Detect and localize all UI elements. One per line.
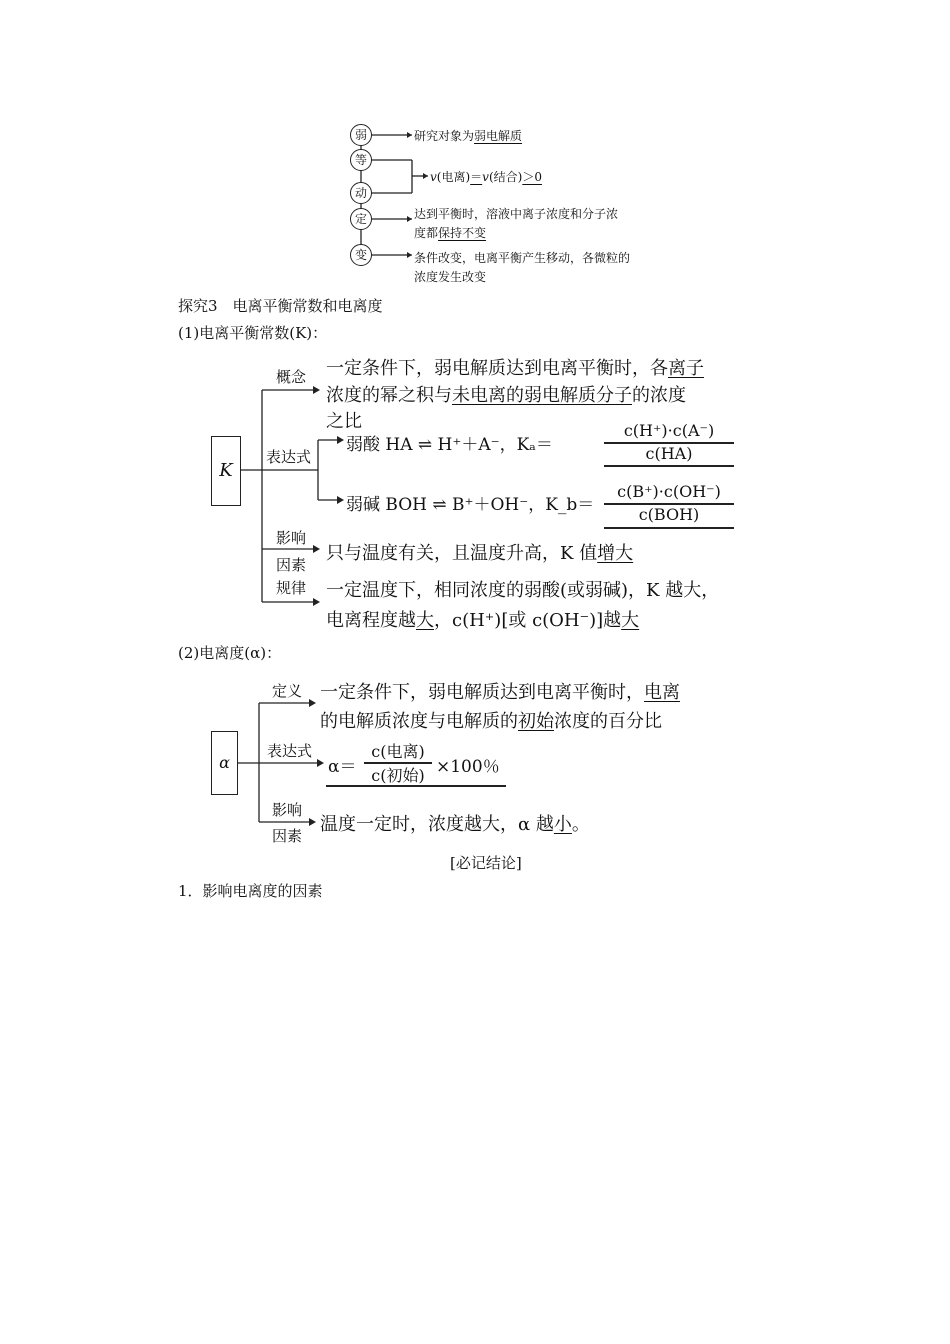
k-root-box	[211, 436, 241, 506]
sub-heading-k: (1)电离平衡常数(K)：	[178, 324, 328, 342]
sub-heading-alpha: (2)电离度(α)：	[178, 644, 282, 662]
k-base-denominator: c(BOH)	[638, 505, 700, 524]
k-branch-rule: 规律	[276, 579, 307, 597]
alpha-branch-factor-b: 因素	[272, 827, 303, 845]
node-weak: 弱	[350, 124, 372, 146]
alpha-expr-rhs: ×100％	[436, 757, 500, 777]
equal-text: v(电离)＝v(结合)＞0	[430, 170, 542, 184]
k-base-underline	[604, 527, 734, 529]
alpha-expr-denominator: c(初始)	[371, 766, 425, 785]
node-fixed: 定	[350, 208, 372, 230]
node-equal: 等	[350, 149, 372, 171]
weak-text: 研究对象为弱电解质	[414, 129, 523, 143]
alpha-def-line2: 的电解质浓度与电解质的初始浓度的百分比	[320, 711, 662, 732]
change-line1: 条件改变，电离平衡产生移动，各微粒的	[414, 251, 631, 265]
k-acid-denominator: c(HA)	[645, 444, 693, 463]
alpha-branch-factor-a: 影响	[272, 801, 303, 819]
conclusion-title: [必记结论]	[450, 854, 522, 872]
alpha-branch-definition: 定义	[272, 682, 303, 700]
k-factor-text: 只与温度有关，且温度升高，K 值增大	[326, 543, 634, 564]
section-heading: 探究3 电离平衡常数和电离度	[178, 297, 383, 315]
k-base-numerator: c(B⁺)·c(OH⁻)	[617, 482, 721, 501]
k-branch-factor-b: 因素	[276, 556, 307, 574]
k-acid-underline	[604, 465, 734, 467]
k-concept-line2: 浓度的幂之积与未电离的弱电解质分子的浓度	[326, 385, 686, 406]
k-branch-concept: 概念	[276, 368, 307, 386]
k-acid-numerator: c(H⁺)·c(A⁻)	[623, 421, 715, 440]
alpha-expr-numerator: c(电离)	[371, 742, 425, 761]
item-1: 1．影响电离度的因素	[178, 882, 323, 900]
alpha-factor-text: 温度一定时，浓度越大，α 越小。	[320, 814, 590, 835]
k-base-expression: 弱碱 BOH ⇌ B⁺＋OH⁻，K_b＝	[346, 495, 595, 515]
alpha-def-line1: 一定条件下，弱电解质达到电离平衡时，电离	[320, 682, 680, 703]
k-concept-line1: 一定条件下，弱电解质达到电离平衡时，各离子	[326, 358, 704, 379]
k-root-label: K	[219, 460, 233, 481]
fixed-line2: 度都保持不变	[414, 226, 487, 240]
alpha-branch-expression: 表达式	[267, 742, 313, 760]
node-dynamic: 动	[350, 182, 372, 204]
k-branch-expression: 表达式	[266, 448, 312, 466]
fixed-line1: 达到平衡时，溶液中离子浓度和分子浓	[414, 207, 619, 221]
alpha-expr-lhs: α＝	[328, 757, 357, 777]
alpha-root-label: α	[219, 753, 230, 772]
k-rule-line1: 一定温度下，相同浓度的弱酸(或弱碱)，K 越大，	[326, 580, 720, 601]
alpha-root-box	[211, 731, 238, 795]
k-acid-expression: 弱酸 HA ⇌ H⁺＋A⁻，Kₐ＝	[346, 435, 553, 455]
change-line2: 浓度发生改变	[414, 270, 487, 284]
k-branch-factor-a: 影响	[276, 529, 307, 547]
node-change: 变	[350, 244, 372, 266]
k-rule-line2: 电离程度越大，c(H⁺)[或 c(OH⁻)]越大	[326, 610, 640, 631]
alpha-expr-underline	[326, 785, 506, 787]
k-concept-line3: 之比	[326, 411, 362, 432]
